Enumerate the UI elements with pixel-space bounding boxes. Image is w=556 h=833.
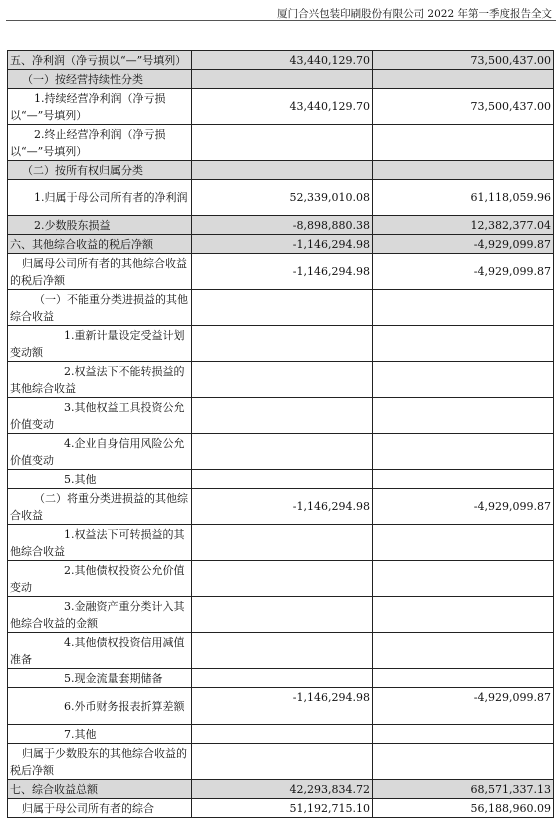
table-row [8, 180, 554, 216]
row-label: 1.持续经营净利润（净亏损以“—”号填列） [8, 89, 192, 125]
row-current-value [192, 70, 373, 89]
header-divider [6, 20, 556, 21]
row-current-value [192, 326, 373, 362]
income-statement-table [7, 50, 554, 818]
row-label: （一）按经营持续性分类 [8, 70, 192, 89]
table-row [8, 489, 554, 525]
row-label: 2.其他债权投资公允价值变动 [8, 561, 192, 597]
row-label: 2.终止经营净利润（净亏损以“—”号填列） [8, 125, 192, 161]
row-label: 七、综合收益总额 [8, 780, 192, 799]
row-previous-value [373, 633, 554, 669]
table-row [8, 235, 554, 254]
report-title: 厦门合兴包装印刷股份有限公司 2022 年第一季度报告全文 [277, 8, 552, 20]
row-current-value [192, 525, 373, 561]
row-label: 六、其他综合收益的税后净额 [8, 235, 192, 254]
row-previous-value [373, 470, 554, 489]
table-row [8, 51, 554, 70]
table-row [8, 290, 554, 326]
row-label: 2.少数股东损益 [8, 216, 192, 235]
table-row [8, 161, 554, 180]
row-label: 1.归属于母公司所有者的净利润 [8, 180, 192, 216]
table-row [8, 780, 554, 799]
row-label: 五、净利润（净亏损以“—”号填列） [8, 51, 192, 70]
row-current-value: 43,440,129.70 [192, 51, 373, 70]
row-previous-value: 56,188,960.09 [373, 799, 554, 818]
row-previous-value [373, 326, 554, 362]
page-header [0, 0, 556, 24]
row-previous-value [373, 161, 554, 180]
table-row [8, 326, 554, 362]
table-row [8, 597, 554, 633]
row-previous-value: -4,929,099.87 [373, 235, 554, 254]
table-row [8, 70, 554, 89]
row-current-value: 42,293,834.72 [192, 780, 373, 799]
row-current-value: -1,146,294.98 [192, 254, 373, 290]
row-previous-value [373, 744, 554, 780]
table-row [8, 89, 554, 125]
row-previous-value [373, 362, 554, 398]
table-row [8, 561, 554, 597]
table-row [8, 633, 554, 669]
table-row [8, 216, 554, 235]
row-previous-value: -4,929,099.87 [373, 489, 554, 525]
row-previous-value [373, 125, 554, 161]
row-current-value [192, 633, 373, 669]
row-previous-value: 73,500,437.00 [373, 89, 554, 125]
row-label: （二）按所有权归属分类 [8, 161, 192, 180]
row-current-value [192, 398, 373, 434]
row-previous-value [373, 398, 554, 434]
row-current-value: -8,898,880.38 [192, 216, 373, 235]
row-previous-value [373, 290, 554, 326]
row-previous-value: -4,929,099.87 [373, 688, 554, 725]
row-label: 7.其他 [8, 725, 192, 744]
row-previous-value: 12,382,377.04 [373, 216, 554, 235]
row-current-value [192, 362, 373, 398]
row-label: 5.其他 [8, 470, 192, 489]
table-row [8, 470, 554, 489]
row-current-value [192, 125, 373, 161]
row-label: 2.权益法下不能转损益的其他综合收益 [8, 362, 192, 398]
row-previous-value: 61,118,059.96 [373, 180, 554, 216]
row-current-value [192, 161, 373, 180]
table-row [8, 688, 554, 725]
row-current-value: -1,146,294.98 [192, 489, 373, 525]
row-previous-value [373, 725, 554, 744]
row-current-value: -1,146,294.98 [192, 688, 373, 725]
row-previous-value: 68,571,337.13 [373, 780, 554, 799]
row-label: 1.重新计量设定受益计划变动额 [8, 326, 192, 362]
row-current-value: 52,339,010.08 [192, 180, 373, 216]
row-label: 归属母公司所有者的其他综合收益的税后净额 [8, 254, 192, 290]
row-previous-value: -4,929,099.87 [373, 254, 554, 290]
table-row [8, 669, 554, 688]
row-current-value: 51,192,715.10 [192, 799, 373, 818]
table-row [8, 398, 554, 434]
row-label: 4.企业自身信用风险公允价值变动 [8, 434, 192, 470]
row-current-value [192, 470, 373, 489]
row-current-value [192, 744, 373, 780]
row-current-value [192, 725, 373, 744]
row-current-value [192, 290, 373, 326]
row-label: 4.其他债权投资信用减值准备 [8, 633, 192, 669]
row-label: 5.现金流量套期储备 [8, 669, 192, 688]
table-row [8, 434, 554, 470]
row-current-value: 43,440,129.70 [192, 89, 373, 125]
row-previous-value [373, 70, 554, 89]
row-label: 归属于母公司所有者的综合 [8, 799, 192, 818]
table-row [8, 799, 554, 818]
row-label: （一）不能重分类进损益的其他综合收益 [8, 290, 192, 326]
table-row [8, 254, 554, 290]
row-previous-value [373, 525, 554, 561]
table-row [8, 125, 554, 161]
table-row [8, 725, 554, 744]
row-label: 6.外币财务报表折算差额 [8, 688, 192, 725]
row-label: （二）将重分类进损益的其他综合收益 [8, 489, 192, 525]
row-previous-value [373, 669, 554, 688]
row-previous-value: 73,500,437.00 [373, 51, 554, 70]
row-current-value [192, 597, 373, 633]
row-current-value [192, 561, 373, 597]
row-current-value [192, 669, 373, 688]
row-previous-value [373, 597, 554, 633]
row-label: 1.权益法下可转损益的其他综合收益 [8, 525, 192, 561]
row-label: 3.其他权益工具投资公允价值变动 [8, 398, 192, 434]
table-row [8, 744, 554, 780]
row-current-value [192, 434, 373, 470]
row-label: 归属于少数股东的其他综合收益的税后净额 [8, 744, 192, 780]
table-row [8, 362, 554, 398]
row-label: 3.金融资产重分类计入其他综合收益的金额 [8, 597, 192, 633]
row-previous-value [373, 434, 554, 470]
row-current-value: -1,146,294.98 [192, 235, 373, 254]
row-previous-value [373, 561, 554, 597]
table-row [8, 525, 554, 561]
